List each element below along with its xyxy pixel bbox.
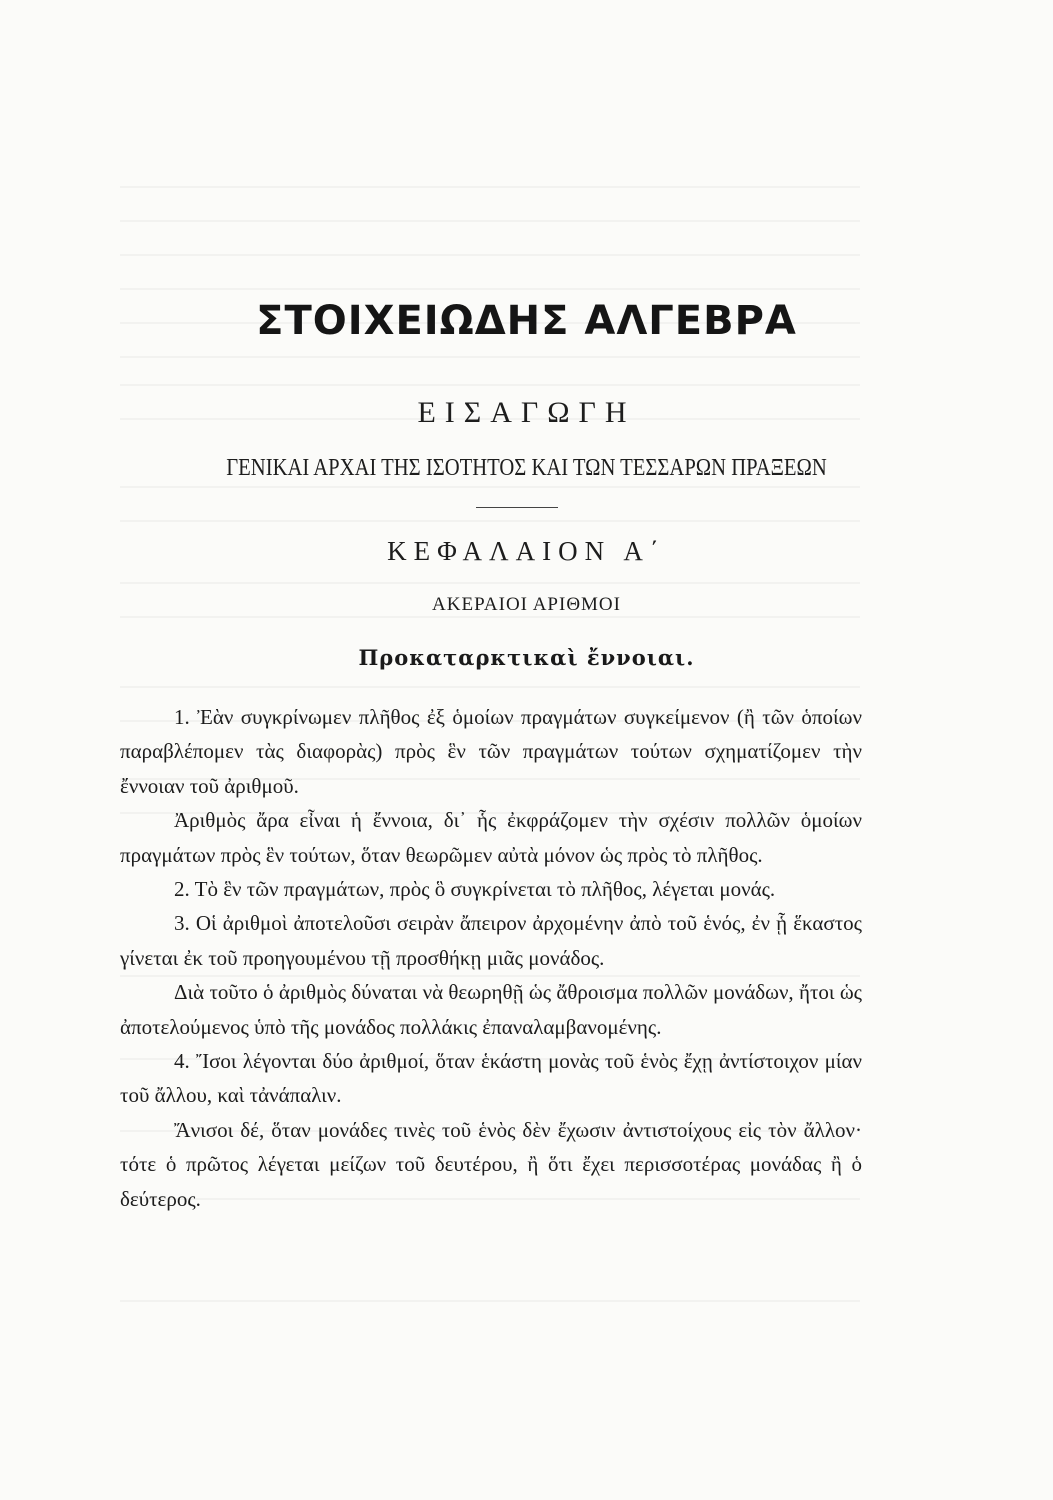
page-title: ΣΤΟΙΧΕΙΩΔΗΣ ΑΛΓΕΒΡΑ: [256, 298, 797, 344]
chapter-heading: ΚΕΦΑΛΑΙΟΝ Α΄: [387, 536, 666, 566]
subtitle: ΓΕΝΙΚΑΙ ΑΡΧΑΙ ΤΗΣ ΙΣΟΤΗΤΟΣ ΚΑΙ ΤΩΝ ΤΕΣΣΑΡΩΝ ΠΡΑΞΕΩΝ: [226, 455, 827, 481]
paragraph: 1. Ἐὰν συγκρίνωμεν πλῆθος ἐξ ὁμοίων πραγμάτων συγκείμενον (ἢ τῶν ὁποίων παραβλέπομεν τὰς διαφορὰς) πρὸς ἓν τῶν πραγμάτων τούτων σχηματίζομεν τὴν ἔννοιαν τοῦ ἀριθμοῦ.: [120, 705, 862, 798]
subsection-heading: Προκαταρκτικαὶ ἔννοιαι.: [358, 645, 695, 670]
section-heading: ΑΚΕΡΑΙΟΙ ΑΡΙΘΜΟΙ: [432, 594, 621, 615]
paragraph: Ἄνισοι δέ, ὅταν μονάδες τινὲς τοῦ ἑνὸς δὲν ἔχωσιν ἀντιστοίχους εἰς τὸν ἄλλον· τότε ὁ πρῶτος λέγεται μείζων τοῦ δευτέρου, ἢ ὅτι ἔχει περισσοτέρας μονάδας ἢ ὁ δεύτερος.: [120, 1117, 862, 1211]
paragraph: Ἀριθμὸς ἄρα εἶναι ἡ ἔννοια, δι᾿ ἧς ἐκφράζομεν τὴν σχέσιν πολλῶν ὁμοίων πραγμάτων πρὸς ἓν τούτων, ὅταν θεωρῶμεν αὐτὰ μόνον ὡς πρὸς τὸ πλῆθος.: [120, 808, 862, 867]
body-text: [120, 700, 862, 1216]
paragraph: 3. Οἱ ἀριθμοὶ ἀποτελοῦσι σειρὰν ἄπειρον ἀρχομένην ἀπὸ τοῦ ἑνός, ἐν ᾗ ἕκαστος γίνεται ἐκ τοῦ προηγουμένου τῇ προσθήκῃ μιᾶς μονάδος.: [120, 911, 862, 970]
introduction-heading: ΕΙΣΑΓΩΓΗ: [417, 396, 636, 429]
paragraph: Διὰ τοῦτο ὁ ἀριθμὸς δύναται νὰ θεωρηθῇ ὡς ἄθροισμα πολλῶν μονάδων, ἤτοι ὡς ἀποτελούμενος ὑπὸ τῆς μονάδος πολλάκις ἐπαναλαμβανομένης.: [120, 980, 862, 1039]
paragraph: 2. Τὸ ἓν τῶν πραγμάτων, πρὸς ὃ συγκρίνεται τὸ πλῆθος, λέγεται μονάς.: [174, 877, 776, 902]
paragraph: 4. Ἴσοι λέγονται δύο ἀριθμοί, ὅταν ἑκάστη μονὰς τοῦ ἑνὸς ἔχῃ ἀντίστοιχον μίαν τοῦ ἄλλου, καὶ τἀνάπαλιν.: [120, 1049, 862, 1108]
divider: [476, 507, 558, 508]
